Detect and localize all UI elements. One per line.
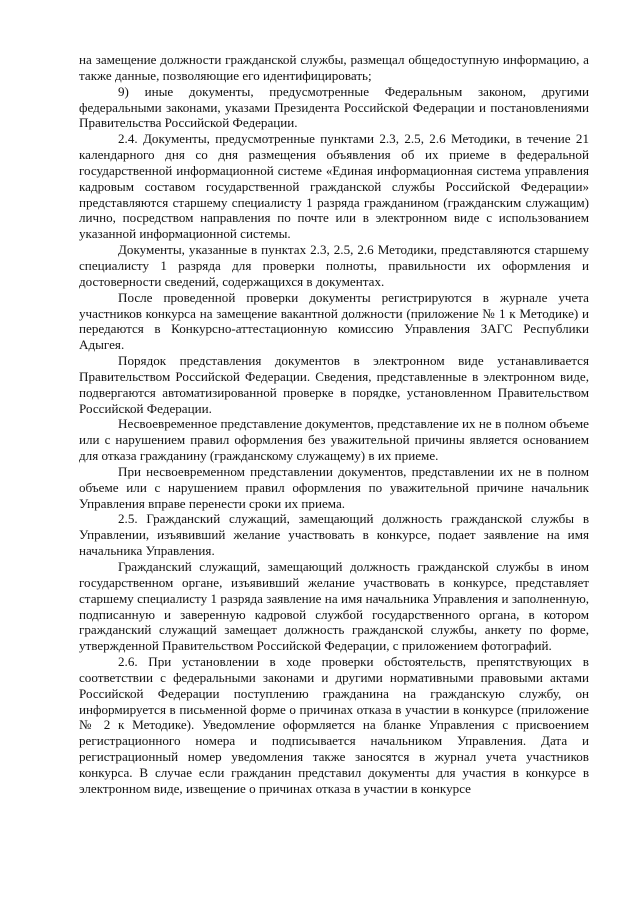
paragraph-section-2-4: 2.4. Документы, предусмотренные пунктами 2.3, 2.5, 2.6 Методики, в течение 21 календарного дня со дня размещения объявления об их приеме в федеральной государственной информационной системе «Единая информационная система управления кадровым составом государственной гражданской службы Российской Федерации» представляются старшему специалисту 1 разряда гражданином (гражданским служащим) лично, посредством направления по почте или в электронном виде с использованием указанной информационной системы. [79, 131, 589, 242]
paragraph-section-2-6: 2.6. При установлении в ходе проверки обстоятельств, препятствующих в соответствии с федеральными законами и другими нормативными правовыми актами Российской Федерации поступлению гражданина на гражданскую службу, он информируется в письменной форме о причинах отказа в участии в конкурсе (приложение № 2 к Методике). Уведомление оформляется на бланке Управления с присвоением регистрационного номера и подписывается начальником Управления. Дата и регистрационный номер уведомления также заносятся в журнал учета участников конкурса. В случае если гражданин представил документы для участия в конкурсе в электронном виде, извещение о причинах отказа в участии в конкурсе [79, 654, 589, 796]
document-page [79, 52, 589, 797]
paragraph-valid-reason: При несвоевременном представлении документов, представлении их не в полном объеме или с нарушением правил оформления по уважительной причине начальник Управления вправе перенести сроки их приема. [79, 463, 589, 511]
paragraph-registration: После проведенной проверки документы регистрируются в журнале учета участников конкурса на замещение вакантной должности (приложение № 1 к Методике) и передаются в Конкурсно-аттестационную комиссию Управления ЗАГС Республики Адыгея. [79, 289, 589, 353]
paragraph-other-agency-servant: Гражданский служащий, замещающий должность гражданской службы в ином государственном органе, изъявивший желание участвовать в конкурсе, представляет старшему специалисту 1 разряда заявление на имя начальника Управления и заполненную, подписанную и заверенную кадровой службой государственного органа, в котором гражданский служащий замещает должность гражданской службы, анкету по форме, утвержденной Правительством Российской Федерации, с приложением фотографий. [79, 559, 589, 654]
paragraph-continuation: на замещение должности гражданской службы, размещал общедоступную информацию, а также данные, позволяющие его идентифицировать; [79, 52, 589, 83]
paragraph-electronic-procedure: Порядок представления документов в электронном виде устанавливается Правительством Российской Федерации. Сведения, представленные в электронном виде, подвергаются автоматизированной проверке в порядке, установленном Правительством Российской Федерации. [79, 353, 589, 416]
paragraph-section-2-5: 2.5. Гражданский служащий, замещающий должность гражданской службы в Управлении, изъявивший желание участвовать в конкурсе, подает заявление на имя начальника Управления. [79, 511, 589, 559]
paragraph-documents-check: Документы, указанные в пунктах 2.3, 2.5, 2.6 Методики, представляются старшему специалисту 1 разряда для проверки полноты, правильности их оформления и достоверности сведений, содержащихся в документах. [79, 242, 589, 289]
paragraph-item-9: 9) иные документы, предусмотренные Федеральным законом, другими федеральными законами, указами Президента Российской Федерации и постановлениями Правительства Российской Федерации. [79, 83, 589, 131]
paragraph-late-submission: Несвоевременное представление документов, представление их не в полном объеме или с нарушением правил оформления без уважительной причины является основанием для отказа гражданину (гражданскому служащему) в их приеме. [79, 416, 589, 464]
